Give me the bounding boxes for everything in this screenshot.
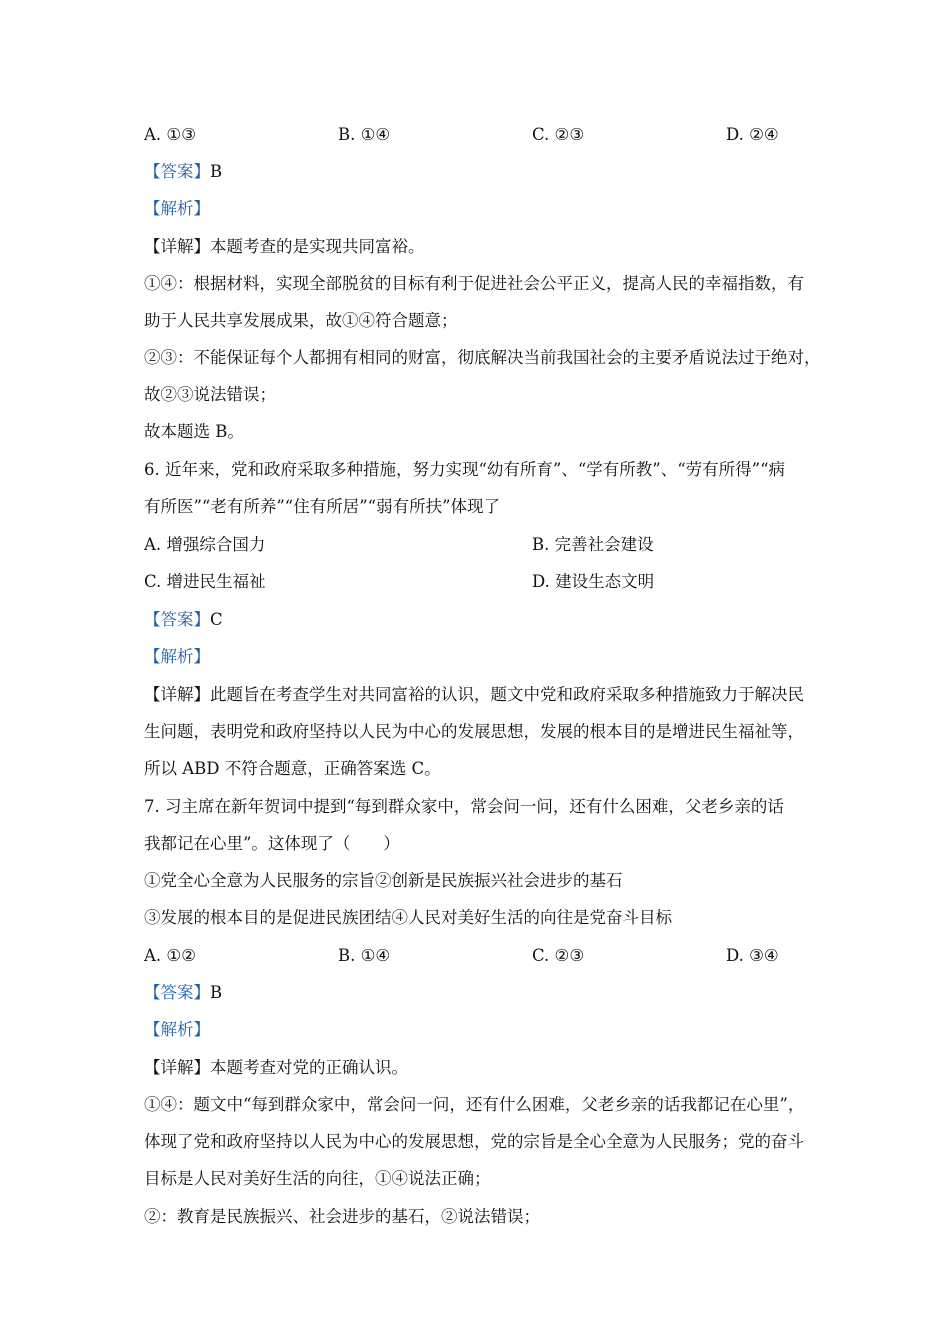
detail-tag: 【详解】 — [144, 685, 210, 704]
answer-value: C — [210, 610, 223, 629]
answer-value: B — [210, 983, 223, 1002]
q7-stem-line: ①党全心全意为人民服务的宗旨②创新是民族振兴社会进步的基石 — [144, 871, 623, 890]
q7-option-d: D. ③④ — [726, 946, 779, 965]
q6-stem-line: 6. 近年来，党和政府采取多种措施，努力实现“幼有所育”、“学有所教”、“劳有所得”“病 — [144, 460, 786, 479]
q7-detail-line: ①④：题文中“每到群众家中，常会问一问，还有什么困难，父老乡亲的话我都记在心里”， — [144, 1095, 805, 1114]
answer-tag: 【答案】 — [144, 162, 210, 181]
q5-option-b: B. ①④ — [338, 125, 391, 144]
answer-value: B — [210, 162, 223, 181]
detail-text: 本题考查对党的正确认识。 — [210, 1058, 408, 1077]
q7-detail-line: 目标是人民对美好生活的向往，①④说法正确； — [144, 1169, 491, 1188]
q5-detail-line: 助于人民共享发展成果，故①④符合题意； — [144, 311, 458, 330]
q7-analysis-heading — [144, 1020, 210, 1040]
q6-option-a: A. 增强综合国力 — [144, 535, 266, 554]
q6-detail-line: 生问题，表明党和政府坚持以人民为中心的发展思想，发展的根本目的是增进民生福祉等， — [144, 722, 804, 741]
q7-stem-line: 我都记在心里”。这体现了（ ） — [144, 834, 400, 853]
q5-option-d: D. ②④ — [726, 125, 779, 144]
q5-analysis-heading — [144, 199, 210, 219]
q6-option-c: C. 增进民生福祉 — [144, 572, 266, 591]
detail-tag: 【详解】 — [144, 237, 210, 256]
q7-answer — [144, 983, 222, 1003]
q5-detail-line: 故②③说法错误； — [144, 385, 276, 404]
q7-detail-line — [144, 1058, 408, 1078]
q6-stem-line: 有所医”“老有所养”“住有所居”“弱有所扶”体现了 — [144, 497, 501, 516]
q5-detail-line: 故本题选 B。 — [144, 422, 244, 441]
detail-text: 本题考查的是实现共同富裕。 — [210, 237, 425, 256]
q6-answer — [144, 610, 223, 630]
q7-detail-line: 体现了党和政府坚持以人民为中心的发展思想，党的宗旨是全心全意为人民服务；党的奋斗 — [144, 1132, 804, 1151]
analysis-tag: 【解析】 — [144, 1020, 210, 1039]
q7-option-b: B. ①④ — [338, 946, 391, 965]
q5-answer — [144, 162, 222, 182]
answer-tag: 【答案】 — [144, 983, 210, 1002]
q7-option-a: A. ①② — [144, 946, 196, 965]
q7-stem-line: 7. 习主席在新年贺词中提到“每到群众家中，常会问一问，还有什么困难，父老乡亲的话 — [144, 797, 784, 816]
detail-tag: 【详解】 — [144, 1058, 210, 1077]
q7-detail-line: ②：教育是民族振兴、社会进步的基石，②说法错误； — [144, 1207, 540, 1226]
detail-text: 此题旨在考查学生对共同富裕的认识，题文中党和政府采取多种措施致力于解决民 — [210, 685, 804, 704]
q6-option-b: B. 完善社会建设 — [532, 535, 654, 554]
q5-option-c: C. ②③ — [532, 125, 585, 144]
analysis-tag: 【解析】 — [144, 647, 210, 666]
q5-detail-line — [144, 237, 425, 257]
analysis-tag: 【解析】 — [144, 199, 210, 218]
q6-option-d: D. 建设生态文明 — [532, 572, 655, 591]
q7-stem-line: ③发展的根本目的是促进民族团结④人民对美好生活的向往是党奋斗目标 — [144, 908, 672, 927]
q7-option-c: C. ②③ — [532, 946, 585, 965]
q5-option-a: A. ①③ — [144, 125, 196, 144]
q5-detail-line: ①④：根据材料，实现全部脱贫的目标有利于促进社会公平正义，提高人民的幸福指数，有 — [144, 274, 804, 293]
q6-analysis-heading — [144, 647, 210, 667]
q6-detail-line: 所以 ABD 不符合题意，正确答案选 C。 — [144, 759, 441, 778]
answer-tag: 【答案】 — [144, 610, 210, 629]
q5-detail-line: ②③：不能保证每个人都拥有相同的财富，彻底解决当前我国社会的主要矛盾说法过于绝对， — [144, 348, 821, 367]
q6-detail-line — [144, 685, 804, 705]
